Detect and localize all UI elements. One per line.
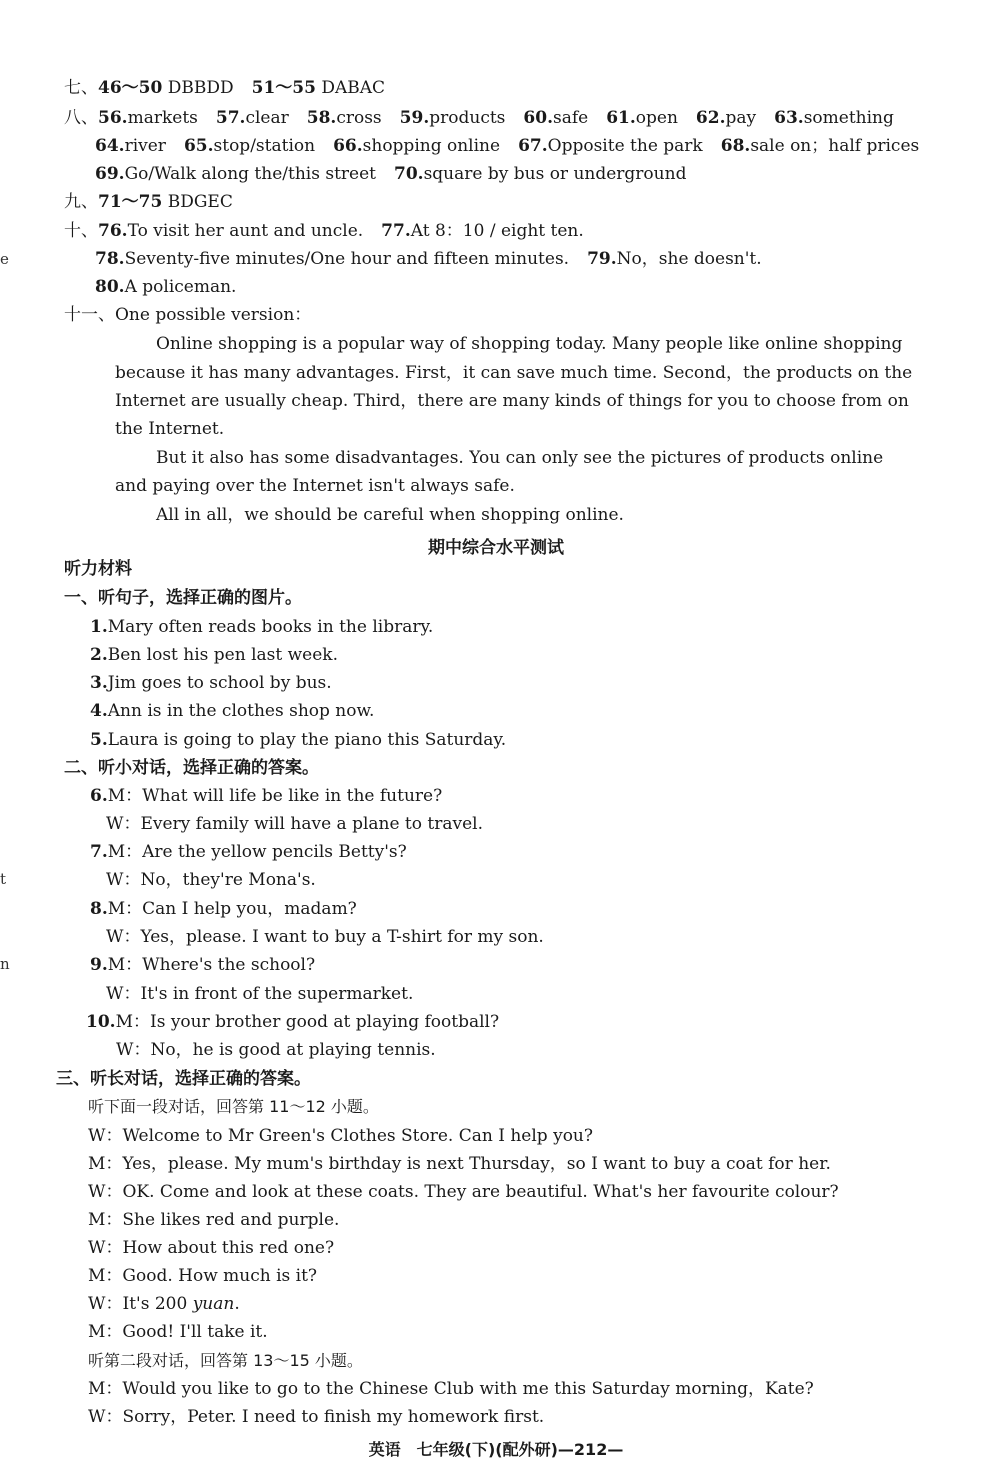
page-title: 期中综合水平测试 bbox=[428, 538, 564, 558]
section-title: 一、听句子，选择正确的图片。 bbox=[64, 588, 302, 608]
answer-row-9 bbox=[64, 191, 233, 213]
dialog-line: M：Good. How much is it? bbox=[88, 1266, 318, 1286]
item-number: 64. bbox=[95, 136, 125, 156]
item-number: 68. bbox=[720, 136, 751, 156]
item-number: 66. bbox=[333, 136, 363, 156]
section-number: 七、 bbox=[64, 78, 98, 98]
dialog-text: M：Can I help you，madam? bbox=[107, 899, 357, 919]
item-number: 6. bbox=[90, 786, 108, 806]
essay-line: and paying over the Internet isn't always safe. bbox=[115, 476, 515, 496]
margin-fragment: t bbox=[0, 870, 7, 888]
item-answer: markets bbox=[127, 108, 198, 128]
answer-key: DBBDD bbox=[167, 78, 234, 98]
item-number: 60. bbox=[523, 108, 553, 128]
dialog-line: W：How about this red one? bbox=[88, 1238, 335, 1258]
item-answer: At 8：10 / eight ten. bbox=[410, 221, 584, 241]
listening-title: 听力材料 bbox=[64, 559, 132, 579]
item-answer: products bbox=[429, 108, 506, 128]
answer-row-10c bbox=[95, 276, 236, 298]
dialog-line bbox=[90, 841, 407, 863]
answer-key: BDGEC bbox=[167, 192, 233, 212]
item-number: 65. bbox=[183, 136, 214, 156]
item-answer: something bbox=[803, 108, 894, 128]
list-item bbox=[90, 700, 374, 722]
item-number: 76. bbox=[98, 221, 128, 241]
item-number: 79. bbox=[587, 249, 617, 269]
dialog-line: W：Sorry，Peter. I need to finish my homework first. bbox=[88, 1407, 545, 1427]
section-title: 二、听小对话，选择正确的答案。 bbox=[64, 758, 319, 778]
list-item bbox=[90, 729, 506, 751]
dialog-line: W：Welcome to Mr Green's Clothes Store. Can I help you? bbox=[88, 1126, 593, 1146]
item-text: Mary often reads books in the library. bbox=[107, 617, 434, 637]
dialog-line: M：Yes，please. My mum's birthday is next Thursday，so I want to buy a coat for her. bbox=[88, 1154, 831, 1174]
punctuation: . bbox=[234, 1294, 240, 1314]
dialog-text: W：It's 200 bbox=[88, 1294, 193, 1314]
question-range: 51～55 bbox=[251, 78, 316, 98]
dialog-line bbox=[90, 785, 442, 807]
essay-intro: One possible version： bbox=[115, 305, 312, 325]
page-footer: 英语 七年级(下)(配外研)—212— bbox=[368, 1440, 624, 1459]
dialog-line bbox=[90, 898, 357, 920]
dialog-text: M：Where's the school? bbox=[107, 955, 316, 975]
item-number: 61. bbox=[606, 108, 636, 128]
item-number: 67. bbox=[518, 136, 548, 156]
section-number: 十、 bbox=[64, 221, 98, 241]
answer-row-8 bbox=[64, 107, 894, 129]
instruction: 听下面一段对话，回答第 11～12 小题。 bbox=[88, 1097, 379, 1116]
item-answer: sale on；half prices bbox=[750, 136, 920, 156]
essay-line: Internet are usually cheap. Third，there are many kinds of things for you to choose from on bbox=[115, 391, 909, 411]
essay-line: because it has many advantages. First，it can save much time. Second，the products on the bbox=[115, 363, 913, 383]
list-item bbox=[90, 672, 332, 694]
dialog-line: W：Yes，please. I want to buy a T-shirt for my son. bbox=[106, 927, 544, 947]
item-answer: Go/Walk along the/this street bbox=[124, 164, 376, 184]
section-title: 三、听长对话，选择正确的答案。 bbox=[56, 1069, 311, 1089]
item-number: 5. bbox=[90, 730, 108, 750]
item-text: Laura is going to play the piano this Saturday. bbox=[107, 730, 507, 750]
dialog-line: M：She likes red and purple. bbox=[88, 1210, 340, 1230]
answer-row-8c bbox=[95, 163, 686, 185]
item-text: Ann is in the clothes shop now. bbox=[107, 701, 375, 721]
dialog-line bbox=[88, 1293, 240, 1315]
instruction: 听第二段对话，回答第 13～15 小题。 bbox=[88, 1351, 363, 1370]
answer-row-11 bbox=[64, 304, 311, 326]
item-number: 69. bbox=[95, 164, 125, 184]
item-text: Jim goes to school by bus. bbox=[107, 673, 332, 693]
item-number: 62. bbox=[695, 108, 726, 128]
item-answer: river bbox=[124, 136, 166, 156]
essay-line: But it also has some disadvantages. You can only see the pictures of products online bbox=[156, 448, 884, 468]
dialog-text: M：Are the yellow pencils Betty's? bbox=[107, 842, 407, 862]
dialog-line bbox=[90, 954, 315, 976]
question-range: 46～50 bbox=[98, 78, 163, 98]
list-item bbox=[90, 644, 338, 666]
essay-line: Online shopping is a popular way of shopping today. Many people like online shopping bbox=[156, 334, 903, 354]
answer-row-10b bbox=[95, 248, 762, 270]
dialog-line: W：OK. Come and look at these coats. They are beautiful. What's her favourite colour? bbox=[88, 1182, 839, 1202]
dialog-line: W：Every family will have a plane to travel. bbox=[106, 814, 484, 834]
dialog-line: W：No，they're Mona's. bbox=[106, 870, 316, 890]
item-answer: safe bbox=[552, 108, 589, 128]
item-number: 58. bbox=[306, 108, 337, 128]
item-answer: stop/station bbox=[213, 136, 316, 156]
item-number: 10. bbox=[86, 1012, 116, 1032]
item-answer: No，she doesn't. bbox=[616, 249, 762, 269]
item-answer: To visit her aunt and uncle. bbox=[127, 221, 364, 241]
dialog-line bbox=[86, 1011, 499, 1033]
dialog-text: M：What will life be like in the future? bbox=[107, 786, 443, 806]
item-number: 9. bbox=[90, 955, 108, 975]
dialog-text: M：Is your brother good at playing football? bbox=[115, 1012, 500, 1032]
section-number: 十一、 bbox=[64, 305, 115, 325]
section-number: 九、 bbox=[64, 192, 98, 212]
dialog-line: W：It's in front of the supermarket. bbox=[106, 984, 414, 1004]
essay-line: All in all，we should be careful when shopping online. bbox=[156, 505, 624, 525]
item-answer: open bbox=[635, 108, 678, 128]
item-number: 2. bbox=[90, 645, 108, 665]
item-number: 4. bbox=[90, 701, 108, 721]
item-answer: Opposite the park bbox=[547, 136, 703, 156]
answer-key: DABAC bbox=[321, 78, 386, 98]
item-number: 57. bbox=[215, 108, 246, 128]
item-number: 7. bbox=[90, 842, 108, 862]
item-number: 59. bbox=[399, 108, 430, 128]
item-number: 63. bbox=[774, 108, 804, 128]
item-number: 77. bbox=[381, 221, 411, 241]
item-answer: pay bbox=[725, 108, 757, 128]
item-answer: cross bbox=[336, 108, 382, 128]
currency-word: yuan bbox=[192, 1294, 235, 1314]
item-number: 80. bbox=[95, 277, 125, 297]
dialog-line: W：No，he is good at playing tennis. bbox=[116, 1040, 436, 1060]
item-answer: square by bus or underground bbox=[423, 164, 687, 184]
item-answer: clear bbox=[245, 108, 289, 128]
item-number: 78. bbox=[95, 249, 125, 269]
answer-row-8b bbox=[95, 135, 919, 157]
margin-fragment: n bbox=[0, 955, 10, 973]
item-answer: A policeman. bbox=[124, 277, 237, 297]
item-answer: Seventy-five minutes/One hour and fifteen minutes. bbox=[124, 249, 570, 269]
margin-fragment: e bbox=[0, 250, 9, 268]
item-number: 56. bbox=[98, 108, 128, 128]
item-answer: shopping online bbox=[362, 136, 501, 156]
answer-row-7 bbox=[64, 77, 385, 99]
list-item bbox=[90, 616, 433, 638]
dialog-line: M：Good! I'll take it. bbox=[88, 1322, 268, 1342]
item-number: 3. bbox=[90, 673, 108, 693]
item-text: Ben lost his pen last week. bbox=[107, 645, 339, 665]
question-range: 71～75 bbox=[98, 192, 163, 212]
item-number: 8. bbox=[90, 899, 108, 919]
item-number: 70. bbox=[393, 164, 424, 184]
essay-line: the Internet. bbox=[115, 419, 225, 439]
answer-row-10 bbox=[64, 220, 584, 242]
dialog-line: M：Would you like to go to the Chinese Club with me this Saturday morning，Kate? bbox=[88, 1379, 814, 1399]
section-number: 八、 bbox=[64, 108, 98, 128]
item-number: 1. bbox=[90, 617, 108, 637]
